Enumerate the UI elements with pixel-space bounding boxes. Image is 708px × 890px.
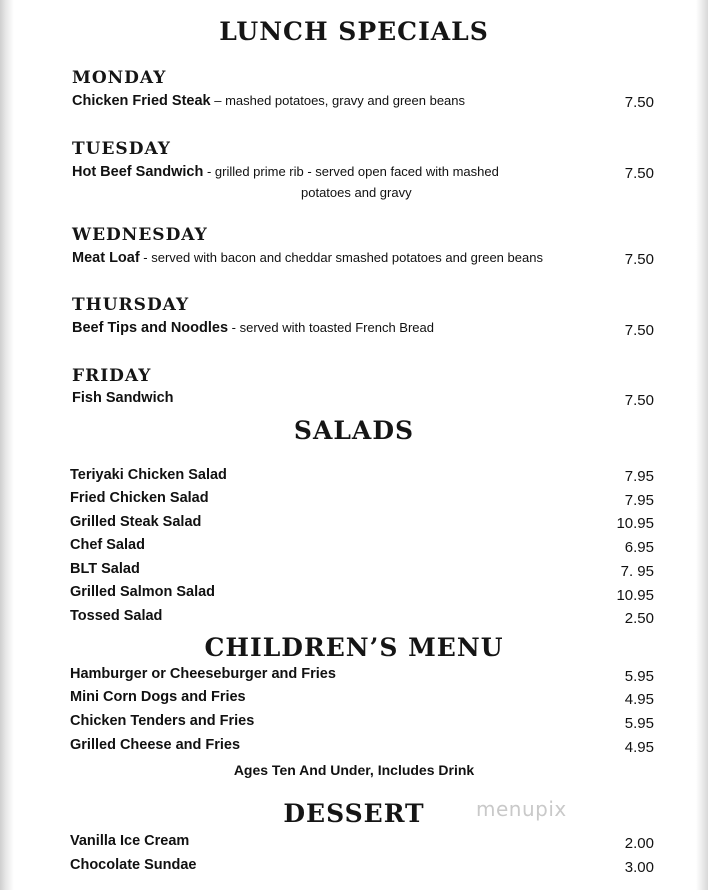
children-note: Ages Ten And Under, Includes Drink — [233, 762, 475, 778]
lunch-item-name: Fish Sandwich — [72, 390, 174, 406]
lunch-item-desc: - grilled prime rib - served open faced with mashed — [203, 164, 499, 179]
dessert-item-name: Vanilla Ice Cream — [70, 833, 190, 849]
dessert-heading: DESSERT — [283, 799, 425, 828]
lunch-item-name: Hot Beef Sandwich — [72, 164, 204, 180]
lunch-item-name: Chicken Fried Steak — [72, 93, 211, 109]
salad-item-price: 7.95 — [624, 468, 654, 485]
children-item-price: 5.95 — [624, 715, 654, 732]
children-item-price: 5.95 — [624, 668, 654, 685]
salad-item-price: 6.95 — [624, 539, 654, 556]
lunch-price-thursday: 7.50 — [624, 322, 654, 339]
salad-item-name: Chef Salad — [70, 537, 145, 553]
lunch-item-thursday — [72, 320, 434, 336]
scan-edge-right — [696, 0, 708, 890]
dessert-item-price: 3.00 — [624, 859, 654, 876]
salad-item-price: 7. 95 — [620, 563, 654, 580]
lunch-item-desc: – mashed potatoes, gravy and green beans — [210, 93, 466, 108]
lunch-item-desc-cont: potatoes and gravy — [301, 185, 412, 200]
lunch-price-tuesday: 7.50 — [624, 165, 654, 182]
dessert-item-price: 2.00 — [624, 835, 654, 852]
lunch-item-tuesday — [72, 164, 499, 180]
children-item-price: 4.95 — [624, 739, 654, 756]
salad-item-name: Tossed Salad — [70, 608, 163, 624]
children-item-name: Grilled Cheese and Fries — [70, 737, 241, 753]
lunch-item-desc: - served with bacon and cheddar smashed potatoes and green beans — [139, 250, 543, 265]
day-label-tuesday: TUESDAY — [72, 139, 171, 159]
childrens-menu-heading: CHILDREN’S MENU — [204, 633, 504, 662]
lunch-item-desc: - served with toasted French Bread — [228, 320, 434, 335]
day-label-wednesday: WEDNESDAY — [72, 225, 208, 245]
salads-heading: SALADS — [293, 416, 415, 445]
salad-item-name: Grilled Salmon Salad — [70, 584, 216, 600]
lunch-price-monday: 7.50 — [624, 94, 654, 111]
salad-item-price: 10.95 — [616, 515, 654, 532]
salad-item-price: 2.50 — [624, 610, 654, 627]
salad-item-price: 7.95 — [624, 492, 654, 509]
children-item-name: Mini Corn Dogs and Fries — [70, 689, 246, 705]
lunch-item-friday — [72, 390, 174, 406]
salad-item-name: Teriyaki Chicken Salad — [70, 467, 227, 483]
lunch-item-name: Beef Tips and Noodles — [72, 320, 229, 336]
salad-item-name: Fried Chicken Salad — [70, 490, 209, 506]
lunch-item-wednesday — [72, 250, 543, 266]
watermark-text: menupix — [476, 797, 567, 821]
children-item-name: Chicken Tenders and Fries — [70, 713, 255, 729]
children-item-name: Hamburger or Cheeseburger and Fries — [70, 666, 336, 682]
day-label-thursday: THURSDAY — [72, 295, 190, 315]
lunch-item-name: Meat Loaf — [72, 250, 140, 266]
salad-item-name: Grilled Steak Salad — [70, 514, 202, 530]
dessert-item-name: Chocolate Sundae — [70, 857, 197, 873]
lunch-item-monday — [72, 93, 465, 109]
lunch-price-friday: 7.50 — [624, 392, 654, 409]
scan-edge-left — [0, 0, 14, 890]
day-label-friday: FRIDAY — [72, 366, 152, 386]
lunch-price-wednesday: 7.50 — [624, 251, 654, 268]
salad-item-price: 10.95 — [616, 587, 654, 604]
salad-item-name: BLT Salad — [70, 561, 140, 577]
lunch-specials-heading: LUNCH SPECIALS — [219, 17, 489, 46]
children-item-price: 4.95 — [624, 691, 654, 708]
day-label-monday: MONDAY — [72, 68, 167, 88]
